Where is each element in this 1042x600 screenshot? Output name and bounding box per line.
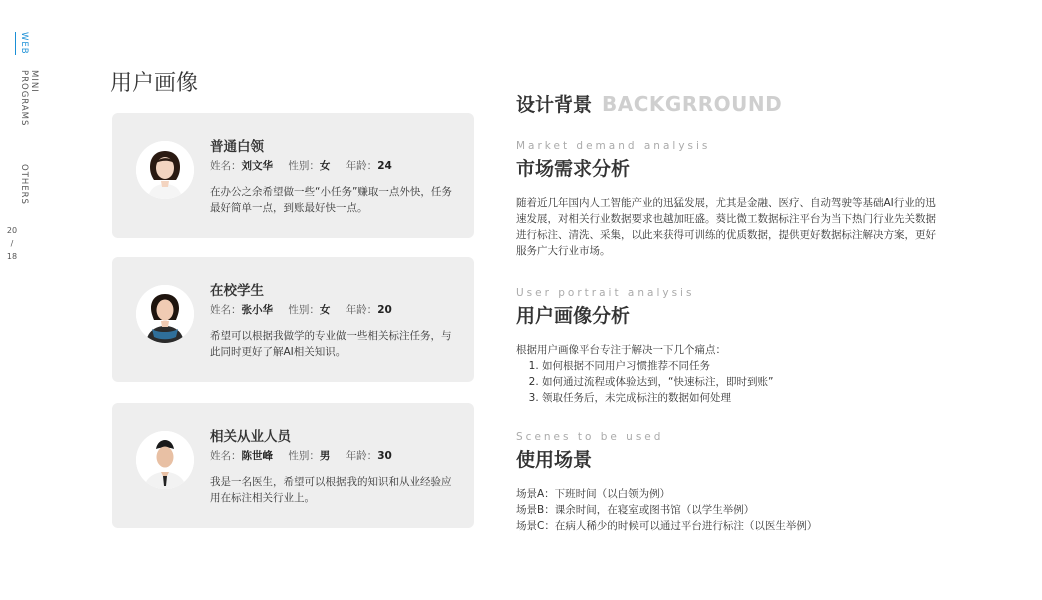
section-subtitle-en: Market demand analysis bbox=[516, 140, 711, 152]
woman-avatar-icon bbox=[136, 141, 194, 199]
list-item: 1. 如何根据不同用户习惯推荐不同任务 bbox=[542, 358, 936, 374]
gender-value: 女 bbox=[319, 160, 331, 172]
persona-description: 我是一名医生，希望可以根据我的知识和从业经验应用在标注相关行业上。 bbox=[210, 476, 452, 504]
page-current: 20 bbox=[6, 226, 18, 235]
persona-title: 普通白领 bbox=[210, 139, 264, 155]
pain-points-intro: 根据用户画像平台专注于解决一下几个痛点： bbox=[516, 344, 726, 356]
gender-label: 性别： bbox=[288, 304, 320, 316]
persona-title: 在校学生 bbox=[210, 283, 264, 299]
gender-value: 女 bbox=[319, 304, 331, 316]
background-title-en: BACKGRROUND bbox=[602, 92, 783, 116]
name-value: 张小华 bbox=[241, 304, 273, 316]
section-title: 市场需求分析 bbox=[516, 158, 631, 180]
list-item: 3. 领取任务后，未完成标注的数据如何处理 bbox=[542, 390, 936, 406]
persona-meta bbox=[210, 448, 404, 463]
section-title: 用户画像分析 bbox=[516, 305, 631, 327]
background-heading bbox=[516, 90, 782, 117]
pain-points-list bbox=[516, 358, 936, 406]
scene-item: 场景C：在病人稀少的时候可以通过平台进行标注（以医生举例） bbox=[516, 520, 818, 532]
age-value: 20 bbox=[377, 304, 392, 316]
gender-value: 男 bbox=[319, 450, 331, 462]
persona-card-student bbox=[112, 257, 474, 382]
student-avatar-icon bbox=[136, 285, 194, 343]
persona-description: 在办公之余希望做一些“小任务”赚取一点外快，任务最好简单一点，到账最好快一点。 bbox=[210, 186, 452, 214]
name-label: 姓名： bbox=[210, 450, 242, 462]
scene-item: 场景B：课余时间，在寝室或图书馆（以学生举例） bbox=[516, 504, 755, 516]
persona-title: 相关从业人员 bbox=[210, 429, 291, 445]
age-label: 年龄： bbox=[345, 450, 378, 462]
avatar bbox=[136, 141, 194, 199]
age-value: 30 bbox=[377, 450, 392, 462]
name-value: 刘文华 bbox=[241, 160, 273, 172]
background-title-cn: 设计背景 bbox=[516, 94, 593, 116]
section-body bbox=[516, 486, 936, 534]
page-separator: / bbox=[10, 239, 14, 248]
page-title: 用户画像 bbox=[110, 71, 199, 96]
age-label: 年龄： bbox=[345, 160, 378, 172]
gender-label: 性别： bbox=[288, 160, 320, 172]
nav-item-web[interactable]: WEB bbox=[19, 32, 29, 55]
scene-item: 场景A：下班时间（以白领为例） bbox=[516, 488, 671, 500]
man-avatar-icon bbox=[136, 431, 194, 489]
market-section bbox=[516, 140, 936, 259]
section-body bbox=[516, 342, 936, 406]
persona-meta bbox=[210, 302, 404, 317]
section-subtitle-en: Scenes to be used bbox=[516, 431, 664, 443]
nav-item-others[interactable]: OTHERS bbox=[19, 164, 29, 205]
scenes-section bbox=[516, 431, 936, 534]
avatar bbox=[136, 431, 194, 489]
page-indicator bbox=[2, 224, 22, 263]
nav-item-mini-programs[interactable]: MINI PROGRAMS bbox=[19, 70, 39, 127]
name-label: 姓名： bbox=[210, 160, 242, 172]
portrait-section bbox=[516, 287, 936, 406]
section-title: 使用场景 bbox=[516, 449, 593, 471]
persona-meta bbox=[210, 158, 404, 173]
page-total: 18 bbox=[6, 252, 18, 261]
name-value: 陈世峰 bbox=[241, 450, 273, 462]
gender-label: 性别： bbox=[288, 450, 320, 462]
section-subtitle-en: User portrait analysis bbox=[516, 287, 695, 299]
persona-description: 希望可以根据我做学的专业做一些相关标注任务，与此同时更好了解AI相关知识。 bbox=[210, 330, 452, 358]
age-label: 年龄： bbox=[345, 304, 378, 316]
list-item: 2. 如何通过流程或体验达到，“快速标注，即时到账” bbox=[542, 374, 936, 390]
section-body: 随着近几年国内人工智能产业的迅猛发展，尤其是金融、医疗、自动驾驶等基础AI行业的迅速发展，对相关行业数据要求也越加旺盛。葵比微工数据标注平台为当下热门行业先关数据进行标注、清洗、采集，以此来获得可训练的优质数据，提供更好数据标注解决方案，更好服务广大行业市场。 bbox=[516, 197, 936, 257]
name-label: 姓名： bbox=[210, 304, 242, 316]
persona-card-practitioner bbox=[112, 403, 474, 528]
persona-card-office-worker bbox=[112, 113, 474, 238]
avatar bbox=[136, 285, 194, 343]
age-value: 24 bbox=[377, 160, 392, 172]
